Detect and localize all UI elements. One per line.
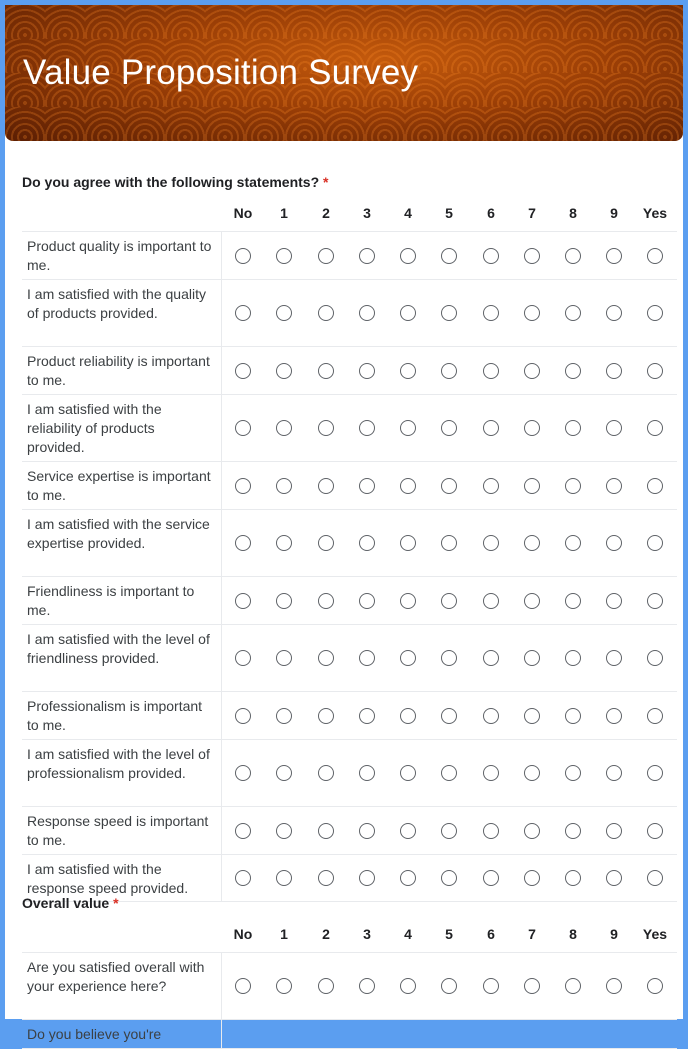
radio-option-3[interactable]	[359, 650, 375, 666]
grid-row	[22, 576, 677, 624]
row-label: Professionalism is important to me.	[22, 692, 222, 739]
row-label: Product reliability is important to me.	[22, 347, 222, 394]
radio-option-6[interactable]	[483, 978, 499, 994]
radio-option-2[interactable]	[318, 535, 334, 551]
grid-question-statements	[22, 205, 677, 902]
radio-option-2[interactable]	[318, 593, 334, 609]
radio-option-9[interactable]	[606, 535, 622, 551]
radio-option-no[interactable]	[235, 708, 251, 724]
radio-option-6[interactable]	[483, 593, 499, 609]
radio-option-7[interactable]	[524, 535, 540, 551]
radio-option-yes[interactable]	[647, 363, 663, 379]
radio-option-6[interactable]	[483, 650, 499, 666]
radio-option-8[interactable]	[565, 248, 581, 264]
radio-option-4[interactable]	[400, 248, 416, 264]
question-title-text: Overall value	[22, 895, 110, 911]
column-header: 3	[363, 926, 371, 942]
column-header: 3	[363, 205, 371, 221]
radio-option-7[interactable]	[524, 363, 540, 379]
column-header: Yes	[642, 205, 668, 221]
radio-option-4[interactable]	[400, 978, 416, 994]
radio-option-no[interactable]	[235, 478, 251, 494]
row-label: Product quality is important to me.	[22, 232, 222, 279]
radio-option-7[interactable]	[524, 823, 540, 839]
question-title-text: Do you agree with the following statements?	[22, 174, 320, 190]
grid-row	[22, 509, 677, 576]
radio-option-9[interactable]	[606, 305, 622, 321]
radio-option-2[interactable]	[318, 870, 334, 886]
radio-option-2[interactable]	[318, 363, 334, 379]
radio-option-2[interactable]	[318, 420, 334, 436]
required-asterisk: *	[323, 174, 329, 190]
radio-option-9[interactable]	[606, 478, 622, 494]
radio-option-3[interactable]	[359, 823, 375, 839]
radio-option-9[interactable]	[606, 870, 622, 886]
grid-row	[22, 461, 677, 509]
radio-option-4[interactable]	[400, 650, 416, 666]
radio-option-9[interactable]	[606, 708, 622, 724]
radio-option-yes[interactable]	[647, 650, 663, 666]
row-label: I am satisfied with the level of professionalism provided.	[22, 740, 222, 806]
radio-option-1[interactable]	[276, 420, 292, 436]
column-header: 5	[445, 926, 453, 942]
radio-option-4[interactable]	[400, 708, 416, 724]
radio-option-1[interactable]	[276, 478, 292, 494]
radio-option-6[interactable]	[483, 708, 499, 724]
column-header: 6	[487, 205, 495, 221]
radio-option-9[interactable]	[606, 593, 622, 609]
radio-option-6[interactable]	[483, 363, 499, 379]
radio-option-9[interactable]	[606, 978, 622, 994]
radio-option-4[interactable]	[400, 305, 416, 321]
column-header: 4	[404, 205, 412, 221]
grid-row	[22, 624, 677, 691]
radio-option-7[interactable]	[524, 650, 540, 666]
radio-option-3[interactable]	[359, 765, 375, 781]
radio-option-8[interactable]	[565, 363, 581, 379]
grid-row	[22, 739, 677, 806]
radio-option-no[interactable]	[235, 535, 251, 551]
radio-option-8[interactable]	[565, 870, 581, 886]
radio-option-8[interactable]	[565, 765, 581, 781]
radio-option-no[interactable]	[235, 593, 251, 609]
radio-option-5[interactable]	[441, 420, 457, 436]
radio-option-no[interactable]	[235, 248, 251, 264]
radio-option-6[interactable]	[483, 870, 499, 886]
radio-option-5[interactable]	[441, 305, 457, 321]
radio-option-2[interactable]	[318, 823, 334, 839]
radio-option-2[interactable]	[318, 248, 334, 264]
radio-option-1[interactable]	[276, 650, 292, 666]
form-title: Value Proposition Survey	[23, 53, 419, 92]
radio-option-5[interactable]	[441, 870, 457, 886]
radio-option-2[interactable]	[318, 978, 334, 994]
column-header: 9	[610, 205, 618, 221]
radio-option-yes[interactable]	[647, 305, 663, 321]
radio-option-4[interactable]	[400, 478, 416, 494]
radio-option-9[interactable]	[606, 823, 622, 839]
radio-option-5[interactable]	[441, 593, 457, 609]
row-label: Do you believe you're	[22, 1020, 222, 1048]
radio-option-3[interactable]	[359, 478, 375, 494]
column-header: 9	[610, 926, 618, 942]
radio-option-7[interactable]	[524, 708, 540, 724]
form-header-banner	[5, 5, 683, 141]
column-header: 8	[569, 205, 577, 221]
radio-option-1[interactable]	[276, 535, 292, 551]
radio-option-5[interactable]	[441, 978, 457, 994]
column-header: 4	[404, 926, 412, 942]
radio-option-6[interactable]	[483, 478, 499, 494]
row-label: Friendliness is important to me.	[22, 577, 222, 624]
row-label: Service expertise is important to me.	[22, 462, 222, 509]
row-label: Response speed is important to me.	[22, 807, 222, 854]
radio-option-5[interactable]	[441, 765, 457, 781]
radio-option-8[interactable]	[565, 650, 581, 666]
radio-option-6[interactable]	[483, 248, 499, 264]
radio-option-3[interactable]	[359, 420, 375, 436]
grid-row	[22, 394, 677, 461]
radio-option-7[interactable]	[524, 420, 540, 436]
radio-option-8[interactable]	[565, 708, 581, 724]
radio-option-6[interactable]	[483, 535, 499, 551]
radio-option-4[interactable]	[400, 593, 416, 609]
radio-option-8[interactable]	[565, 478, 581, 494]
radio-option-2[interactable]	[318, 478, 334, 494]
radio-option-9[interactable]	[606, 363, 622, 379]
radio-option-6[interactable]	[483, 305, 499, 321]
radio-option-3[interactable]	[359, 248, 375, 264]
column-headers	[22, 926, 677, 952]
radio-option-7[interactable]	[524, 978, 540, 994]
column-header: 7	[528, 205, 536, 221]
radio-option-2[interactable]	[318, 765, 334, 781]
radio-option-1[interactable]	[276, 870, 292, 886]
radio-option-no[interactable]	[235, 765, 251, 781]
radio-option-1[interactable]	[276, 305, 292, 321]
grid-row	[22, 346, 677, 394]
radio-option-4[interactable]	[400, 535, 416, 551]
column-header: 2	[322, 205, 330, 221]
row-label: I am satisfied with the reliability of products provided.	[22, 395, 222, 461]
radio-option-8[interactable]	[565, 593, 581, 609]
column-header: 1	[280, 205, 288, 221]
radio-option-no[interactable]	[235, 420, 251, 436]
radio-option-6[interactable]	[483, 765, 499, 781]
radio-option-yes[interactable]	[647, 248, 663, 264]
question-title	[22, 895, 119, 911]
radio-option-3[interactable]	[359, 870, 375, 886]
radio-option-2[interactable]	[318, 305, 334, 321]
radio-option-4[interactable]	[400, 420, 416, 436]
form-page	[5, 5, 683, 1042]
radio-option-1[interactable]	[276, 823, 292, 839]
radio-option-no[interactable]	[235, 305, 251, 321]
radio-option-1[interactable]	[276, 248, 292, 264]
radio-option-yes[interactable]	[647, 478, 663, 494]
radio-option-5[interactable]	[441, 650, 457, 666]
column-header: No	[233, 926, 253, 942]
grid-row	[22, 1019, 677, 1049]
radio-option-3[interactable]	[359, 305, 375, 321]
radio-option-5[interactable]	[441, 708, 457, 724]
radio-option-no[interactable]	[235, 823, 251, 839]
radio-option-5[interactable]	[441, 363, 457, 379]
radio-option-4[interactable]	[400, 870, 416, 886]
radio-option-7[interactable]	[524, 765, 540, 781]
grid-question-overall	[22, 926, 677, 1049]
column-header: Yes	[642, 926, 668, 942]
row-label: I am satisfied with the level of friendliness provided.	[22, 625, 222, 691]
question-title	[22, 174, 328, 190]
radio-option-3[interactable]	[359, 535, 375, 551]
radio-option-4[interactable]	[400, 363, 416, 379]
radio-option-yes[interactable]	[647, 420, 663, 436]
column-header: 7	[528, 926, 536, 942]
radio-option-1[interactable]	[276, 593, 292, 609]
radio-option-1[interactable]	[276, 363, 292, 379]
column-headers	[22, 205, 677, 231]
radio-option-yes[interactable]	[647, 708, 663, 724]
radio-option-7[interactable]	[524, 248, 540, 264]
radio-option-9[interactable]	[606, 420, 622, 436]
radio-option-yes[interactable]	[647, 978, 663, 994]
radio-option-1[interactable]	[276, 765, 292, 781]
radio-option-5[interactable]	[441, 248, 457, 264]
row-label: I am satisfied with the service expertise provided.	[22, 510, 222, 576]
grid-row	[22, 279, 677, 346]
radio-option-no[interactable]	[235, 363, 251, 379]
radio-option-4[interactable]	[400, 765, 416, 781]
radio-option-3[interactable]	[359, 593, 375, 609]
radio-option-7[interactable]	[524, 593, 540, 609]
radio-option-3[interactable]	[359, 978, 375, 994]
radio-option-6[interactable]	[483, 420, 499, 436]
radio-option-no[interactable]	[235, 978, 251, 994]
radio-option-7[interactable]	[524, 478, 540, 494]
row-label: I am satisfied with the response speed provided.	[22, 855, 222, 901]
radio-option-8[interactable]	[565, 305, 581, 321]
grid-row	[22, 231, 677, 279]
radio-option-7[interactable]	[524, 305, 540, 321]
grid-row	[22, 691, 677, 739]
radio-option-2[interactable]	[318, 708, 334, 724]
radio-option-5[interactable]	[441, 823, 457, 839]
radio-option-no[interactable]	[235, 650, 251, 666]
radio-option-6[interactable]	[483, 823, 499, 839]
radio-option-yes[interactable]	[647, 765, 663, 781]
radio-option-yes[interactable]	[647, 823, 663, 839]
radio-option-8[interactable]	[565, 823, 581, 839]
grid-row	[22, 806, 677, 854]
radio-option-9[interactable]	[606, 765, 622, 781]
radio-option-3[interactable]	[359, 363, 375, 379]
radio-option-4[interactable]	[400, 823, 416, 839]
grid-row	[22, 952, 677, 1019]
radio-option-1[interactable]	[276, 978, 292, 994]
radio-option-9[interactable]	[606, 248, 622, 264]
radio-option-no[interactable]	[235, 870, 251, 886]
radio-option-5[interactable]	[441, 535, 457, 551]
radio-option-7[interactable]	[524, 870, 540, 886]
grid-row	[22, 854, 677, 902]
column-header: 5	[445, 205, 453, 221]
column-header: 6	[487, 926, 495, 942]
radio-option-yes[interactable]	[647, 535, 663, 551]
radio-option-yes[interactable]	[647, 593, 663, 609]
row-label: Are you satisfied overall with your experience here?	[22, 953, 222, 1019]
required-asterisk: *	[113, 895, 119, 911]
row-label: I am satisfied with the quality of products provided.	[22, 280, 222, 346]
radio-option-9[interactable]	[606, 650, 622, 666]
radio-option-8[interactable]	[565, 535, 581, 551]
radio-option-5[interactable]	[441, 478, 457, 494]
radio-option-2[interactable]	[318, 650, 334, 666]
column-header: 1	[280, 926, 288, 942]
radio-option-8[interactable]	[565, 978, 581, 994]
column-header: 2	[322, 926, 330, 942]
radio-option-8[interactable]	[565, 420, 581, 436]
radio-option-3[interactable]	[359, 708, 375, 724]
radio-option-yes[interactable]	[647, 870, 663, 886]
column-header: No	[233, 205, 253, 221]
column-header: 8	[569, 926, 577, 942]
radio-option-1[interactable]	[276, 708, 292, 724]
